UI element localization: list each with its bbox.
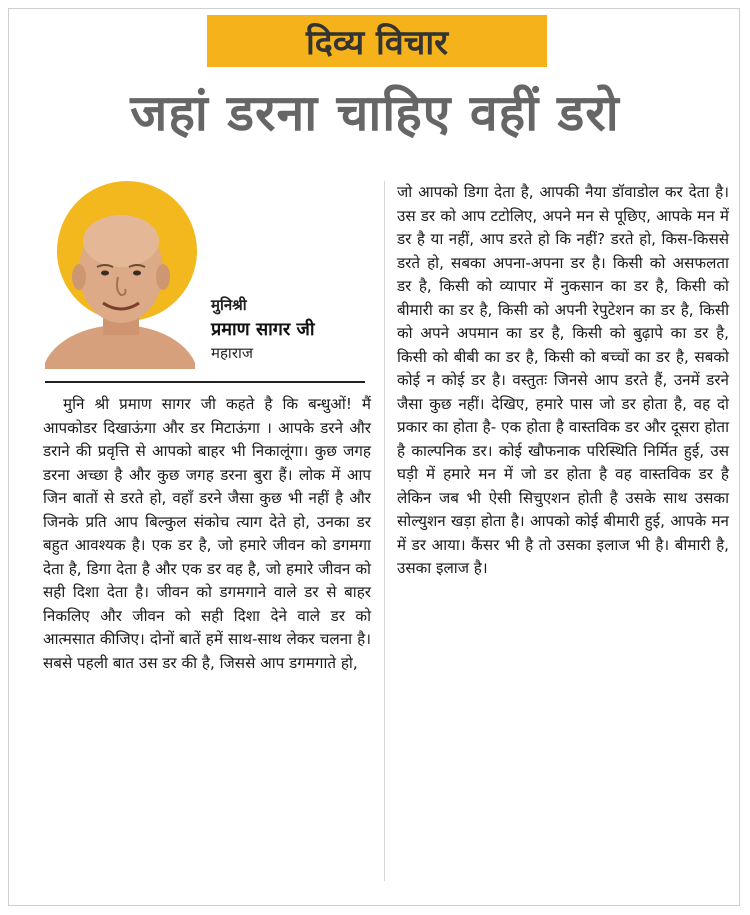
article-column-right	[397, 181, 729, 581]
newspaper-clipping	[8, 8, 740, 906]
column-title-banner: दिव्य विचार	[207, 15, 547, 67]
author-name: प्रमाण सागर जी	[211, 319, 315, 340]
headline: जहां डरना चाहिए वहीं डरो	[130, 84, 620, 142]
author-block	[45, 177, 363, 379]
article-paragraph: जो आपको डिगा देता है, आपकी नैया डॉवाडोल कर देता है। उस डर को आप टटोलिए, अपने मन से पूछिए, आपके मन में डर है या नहीं, आप डरते हो कि नहीं? डरते हो, किस-किससे डरते हो, सबका अपना-अपना डर है। किसी को असफलता डर है, किसी को व्यापार में नुकसान का डर है, किसी को बीमारी का डर है, किसी को अपनी रेपुटेशन का डर है, किसी को अपने अपमान का डर है, किसी को बुढ़ापे का डर है, किसी को बीबी का डर है, किसी को बच्चों का डर है, सबको कोई न कोई डर है। वस्तुतः जिनसे आप डरते हैं, उनमें डरने जैसा कुछ नहीं। देखिए, हमारे पास जो डर होता है, वह दो प्रकार का होता है- एक होता है वास्तविक डर और दूसरा होता है काल्पनिक डर। कोई खौफनाक परिस्थिति निर्मित हुई, उस घड़ी में हमारे मन में जो डर होता है वह वास्तविक डर है लेकिन जब भी ऐसी सिचुएशन होती है उसके साथ उसका सोल्युशन खड़ा होता है। आपको कोई बीमारी हुई, आपके मन में डर आया। कैंसर भी है तो उसका इलाज भी है। बीमारी है, उसका इलाज है।	[397, 183, 729, 577]
column-divider	[384, 181, 385, 881]
author-portrait	[45, 199, 195, 369]
article-paragraph: मुनि श्री प्रमाण सागर जी कहते है कि बन्धुओं! मैं आपकोडर दिखाऊंगा और डर मिटाऊंगा । आपके डरने और डराने की प्रवृत्ति से आपको बाहर भी निकालूंगा। कुछ जगह डरना अच्छा है और कुछ जगह डरना बुरा हैं। लोक में आप जिन बातों से डरते हो, वहाँ डरने जैसा कुछ भी नहीं है और जिनके प्रति आप बिल्कुल संकोच त्याग देते हो, उनका डर बहुत आवश्यक है। एक डर है, जो हमारे जीवन को डगमगा देता है, डिगा देता है और एक डर वह है, जो हमारे जीवन को सही दिशा देता है। जीवन को डगमगाने वाले डर से बाहर निकलिए और जीवन को सही दिशा देने वाले डर को आत्मसात कीजिए। दोनों बातें हमें साथ-साथ लेकर चलना है। सबसे पहली बात उस डर की है, जिससे आप डगमगाते हो,	[43, 395, 371, 672]
author-divider	[45, 381, 365, 383]
author-role: मुनिश्री	[211, 296, 247, 314]
author-suffix: महाराज	[211, 344, 253, 362]
article-column-left	[43, 393, 371, 675]
